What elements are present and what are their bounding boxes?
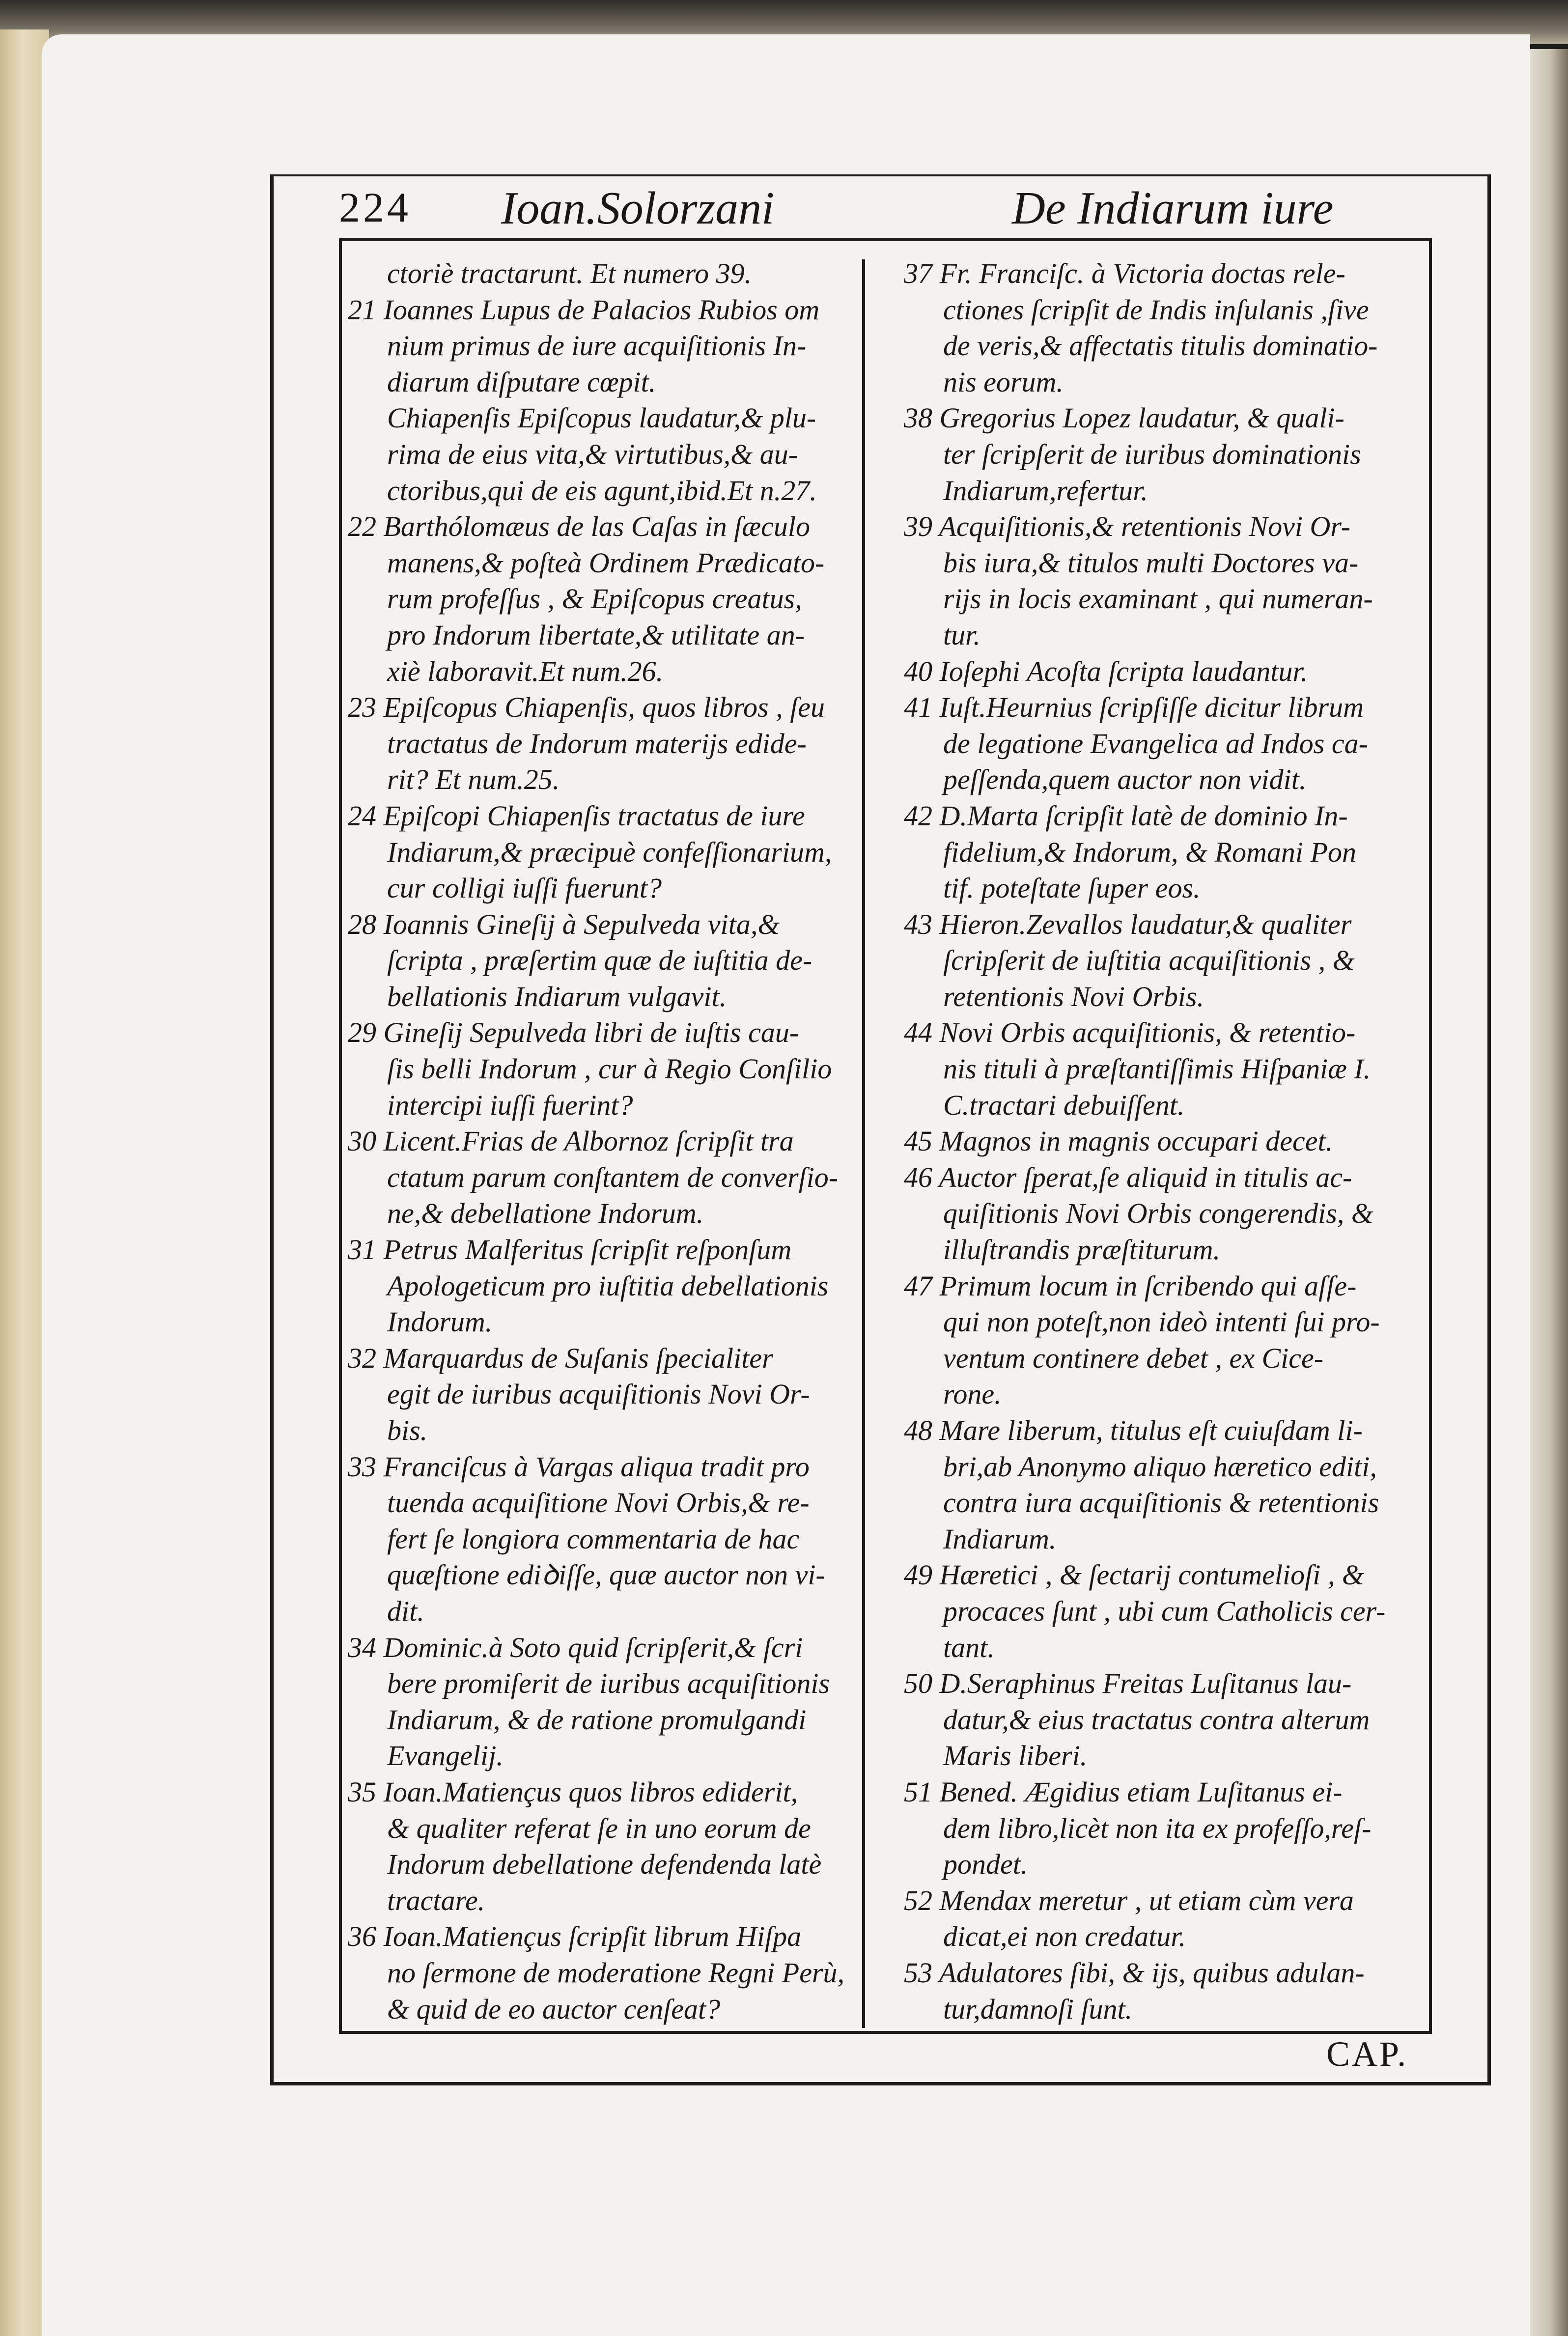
- entry-line: 22 Barthólomæus de las Caſas in ſæculo: [348, 510, 810, 543]
- running-header: [339, 172, 1432, 241]
- right-column: [904, 255, 1425, 2025]
- entry-line: bellationis Indiarum vulgavit.: [387, 980, 727, 1013]
- entry-line: ſis belli Indorum , cur à Regio Conſilio: [387, 1053, 832, 1085]
- entry-line: bri,ab Anonymo aliquo hæretico editi,: [943, 1450, 1377, 1483]
- entry-line: tuenda acquiſitione Novi Orbis,& re-: [387, 1487, 810, 1519]
- index-entry: [904, 508, 1425, 653]
- entry-line: tif. poteſtate ſuper eos.: [943, 872, 1201, 904]
- entry-line: Indorum.: [387, 1306, 493, 1338]
- entry-line: nis eorum.: [943, 366, 1064, 398]
- index-entry: [904, 1774, 1425, 1883]
- index-entry: [348, 689, 859, 798]
- entry-line: bere promiſerit de iuribus acquiſitionis: [387, 1667, 830, 1700]
- entry-line: ctatum parum conſtantem de converſio-: [387, 1161, 839, 1193]
- index-entry: [904, 1014, 1425, 1123]
- entry-line: nium primus de iure acquiſitionis In-: [387, 330, 807, 362]
- index-entry: [904, 1883, 1425, 1955]
- entry-line: rit? Et num.25.: [387, 763, 560, 796]
- entry-line: 30 Licent.Frias de Albornoz ſcripſit tra: [348, 1125, 794, 1157]
- entry-line: Apologeticum pro iuſtitia debellationis: [387, 1269, 829, 1302]
- index-entry: [348, 1123, 859, 1232]
- entry-line: nis tituli à præſtantiſſimis Hiſpaniæ I.: [943, 1053, 1371, 1085]
- entry-line: 36 Ioan.Matiençus ſcripſit librum Hiſpa: [348, 1920, 802, 1953]
- entry-line: illuſtrandis præſtiturum.: [943, 1234, 1220, 1266]
- entry-line: 35 Ioan.Matiençus quos libros ediderit,: [348, 1775, 798, 1808]
- entry-line: 47 Primum locum in ſcribendo qui aſſe-: [904, 1269, 1357, 1302]
- index-entry: [348, 508, 859, 689]
- entry-line: 32 Marquardus de Suſanis ſpecialiter: [348, 1342, 773, 1374]
- entry-line: de veris,& affectatis titulis dominatio-: [943, 330, 1378, 362]
- running-head-author: Ioan.Solorzani: [501, 183, 775, 234]
- entry-line: procaces ſunt , ubi cum Catholicis cer-: [943, 1595, 1386, 1627]
- index-entry: [348, 255, 859, 292]
- entry-line: 51 Bened. Ægidius etiam Luſitanus ei-: [904, 1775, 1343, 1808]
- index-entry: [904, 400, 1425, 508]
- index-entry: [348, 1449, 859, 1630]
- entry-line: qui non poteſt,non ideò intenti ſui pro-: [943, 1306, 1380, 1338]
- entry-line: no ſermone de moderatione Regni Perù,: [387, 1956, 845, 1989]
- entry-line: de legatione Evangelica ad Indos ca-: [943, 727, 1368, 760]
- entry-line: tractatus de Indorum materijs edide-: [387, 727, 807, 760]
- entry-line: contra iura acquiſitionis & retentionis: [943, 1487, 1379, 1519]
- index-entry: [348, 1340, 859, 1449]
- entry-line: 44 Novi Orbis acquiſitionis, & retentio-: [904, 1016, 1356, 1049]
- index-entry: [348, 1630, 859, 1774]
- entry-line: dit.: [387, 1595, 424, 1627]
- page-number: 224: [339, 184, 411, 231]
- entry-line: C.tractari debuiſſent.: [943, 1089, 1185, 1121]
- entry-line: Indorum debellatione defendenda latè: [387, 1848, 822, 1881]
- entry-line: 21 Ioannes Lupus de Palacios Rubios om: [348, 293, 820, 326]
- entry-line: cur colligi iuſſi fuerunt?: [387, 872, 662, 904]
- entry-line: ctiones ſcripſit de Indis inſulanis ,ſive: [943, 293, 1369, 326]
- entry-line: diarum diſputare cœpit.: [387, 366, 656, 398]
- index-entry: [348, 292, 859, 400]
- entry-line: pondet.: [943, 1848, 1028, 1881]
- index-entry: [904, 255, 1425, 400]
- entry-line: 53 Adulatores ſibi, & ijs, quibus adulan-: [904, 1956, 1365, 1989]
- entry-line: 46 Auctor ſperat,ſe aliquid in titulis ac-: [904, 1161, 1352, 1193]
- entry-line: pro Indorum libertate,& utilitate an-: [387, 619, 805, 651]
- entry-line: Indiarum.: [943, 1522, 1057, 1555]
- index-entry: [904, 1412, 1425, 1557]
- entry-line: 41 Iuſt.Heurnius ſcripſiſſe dicitur librum: [904, 691, 1364, 724]
- index-entry: [904, 689, 1425, 798]
- entry-line: 42 D.Marta ſcripſit latè de dominio In-: [904, 799, 1348, 832]
- entry-line: Evangelij.: [387, 1740, 504, 1772]
- index-entry: [904, 906, 1425, 1015]
- entry-line: 49 Hæretici , & ſectarij contumelioſi , &: [904, 1559, 1365, 1591]
- entry-line: ſcripſerit de iuſtitia acquiſitionis , &: [943, 944, 1355, 977]
- entry-line: 40 Ioſephi Acoſta ſcripta laudantur.: [904, 655, 1308, 687]
- catchword: CAP.: [1326, 2034, 1408, 2074]
- index-entry: [904, 1268, 1425, 1412]
- entry-line: manens,& poſteà Ordinem Prædicato-: [387, 546, 825, 579]
- entry-line: ne,& debellatione Indorum.: [387, 1197, 704, 1230]
- entry-line: ctoribus,qui de eis agunt,ibid.Et n.27.: [387, 474, 817, 507]
- entry-line: Indiarum,& præcipuè confeſſionarium,: [387, 836, 832, 868]
- entry-line: dicat,ei non credatur.: [943, 1920, 1186, 1953]
- entry-line: bis.: [387, 1414, 428, 1446]
- entry-line: quæſtione ediꝺiſſe, quæ auctor non vi-: [387, 1559, 825, 1591]
- entry-line: & quid de eo auctor cenſeat?: [387, 1993, 721, 2025]
- entry-line: tur,damnoſi ſunt.: [943, 1993, 1133, 2025]
- entry-line: tractare.: [387, 1884, 485, 1916]
- entry-line: 38 Gregorius Lopez laudatur, & quali-: [904, 402, 1344, 434]
- left-column: [348, 255, 859, 2025]
- entry-line: intercipi iuſſi fuerint?: [387, 1089, 633, 1121]
- running-head-title: De Indiarum iure: [1012, 183, 1334, 234]
- entry-line: bis iura,& titulos multi Doctores va-: [943, 546, 1359, 579]
- index-entry: [348, 1918, 859, 2027]
- entry-line: ter ſcripſerit de iuribus dominationis: [943, 438, 1361, 470]
- entry-line: ctoriè tractarunt. Et numero 39.: [387, 257, 752, 289]
- entry-line: rum profeſſus , & Epiſcopus creatus,: [387, 583, 802, 615]
- index-entry: [904, 1557, 1425, 1665]
- entry-line: tant.: [943, 1631, 995, 1663]
- column-divider: [862, 259, 865, 2028]
- entry-line: ſcripta , præſertim quæ de iuſtitia de-: [387, 944, 812, 977]
- index-entry: [904, 1123, 1425, 1159]
- entry-line: datur,& eius tractatus contra alterum: [943, 1703, 1370, 1736]
- entry-line: 37 Fr. Franciſc. à Victoria doctas rele-: [904, 257, 1345, 289]
- entry-line: quiſitionis Novi Orbis congerendis, &: [943, 1197, 1373, 1230]
- index-entry: [348, 1232, 859, 1340]
- entry-line: tur.: [943, 619, 980, 651]
- entry-line: retentionis Novi Orbis.: [943, 980, 1204, 1013]
- entry-line: xiè laboravit.Et num.26.: [387, 655, 664, 687]
- entry-line: rijs in locis examinant , qui numeran-: [943, 583, 1373, 615]
- entry-line: 48 Mare liberum, titulus eſt cuiuſdam li-: [904, 1414, 1363, 1446]
- entry-line: dem libro,licèt non ita ex profeſſo,reſ-: [943, 1812, 1372, 1844]
- index-entry: [904, 653, 1425, 690]
- entry-line: 34 Dominic.à Soto quid ſcripſerit,& ſcri: [348, 1631, 803, 1663]
- entry-line: 29 Gineſij Sepulveda libri de iuſtis cau-: [348, 1016, 799, 1049]
- entry-line: Indiarum,refertur.: [943, 474, 1148, 507]
- entry-line: Chiapenſis Epiſcopus laudatur,& plu-: [387, 402, 816, 434]
- entry-line: peſſenda,quem auctor non vidit.: [943, 763, 1307, 796]
- index-entry: [348, 798, 859, 906]
- entry-line: egit de iuribus acquiſitionis Novi Or-: [387, 1378, 810, 1410]
- entry-line: 39 Acquiſitionis,& retentionis Novi Or-: [904, 510, 1351, 543]
- index-entry: [904, 1955, 1425, 2027]
- index-entry: [348, 400, 859, 508]
- index-entry: [904, 1665, 1425, 1774]
- index-entry: [904, 798, 1425, 906]
- entry-line: rone.: [943, 1378, 1002, 1410]
- entry-line: 52 Mendax meretur , ut etiam cùm vera: [904, 1884, 1354, 1916]
- entry-line: 50 D.Seraphinus Freitas Luſitanus lau-: [904, 1667, 1352, 1700]
- entry-line: 24 Epiſcopi Chiapenſis tractatus de iure: [348, 799, 805, 832]
- index-entry: [348, 1014, 859, 1123]
- entry-line: 31 Petrus Malferitus ſcripſit reſponſum: [348, 1234, 792, 1266]
- entry-line: Maris liberi.: [943, 1740, 1088, 1772]
- entry-line: 43 Hieron.Zevallos laudatur,& qualiter: [904, 908, 1352, 940]
- entry-line: fert ſe longiora commentaria de hac: [387, 1522, 800, 1555]
- index-entry: [348, 906, 859, 1015]
- entry-line: ventum continere debet , ex Cice-: [943, 1342, 1324, 1374]
- entry-line: 28 Ioannis Gineſij à Sepulveda vita,&: [348, 908, 780, 940]
- entry-line: 23 Epiſcopus Chiapenſis, quos libros , ſeu: [348, 691, 825, 724]
- entry-line: rima de eius vita,& virtutibus,& au-: [387, 438, 798, 470]
- index-entry: [904, 1159, 1425, 1268]
- entry-line: fidelium,& Indorum, & Romani Pon: [943, 836, 1356, 868]
- entry-line: 45 Magnos in magnis occupari decet.: [904, 1125, 1333, 1157]
- entry-line: & qualiter referat ſe in uno eorum de: [387, 1812, 811, 1844]
- index-entry: [348, 1774, 859, 1918]
- entry-line: 33 Franciſcus à Vargas aliqua tradit pro: [348, 1450, 810, 1483]
- entry-line: Indiarum, & de ratione promulgandi: [387, 1703, 807, 1736]
